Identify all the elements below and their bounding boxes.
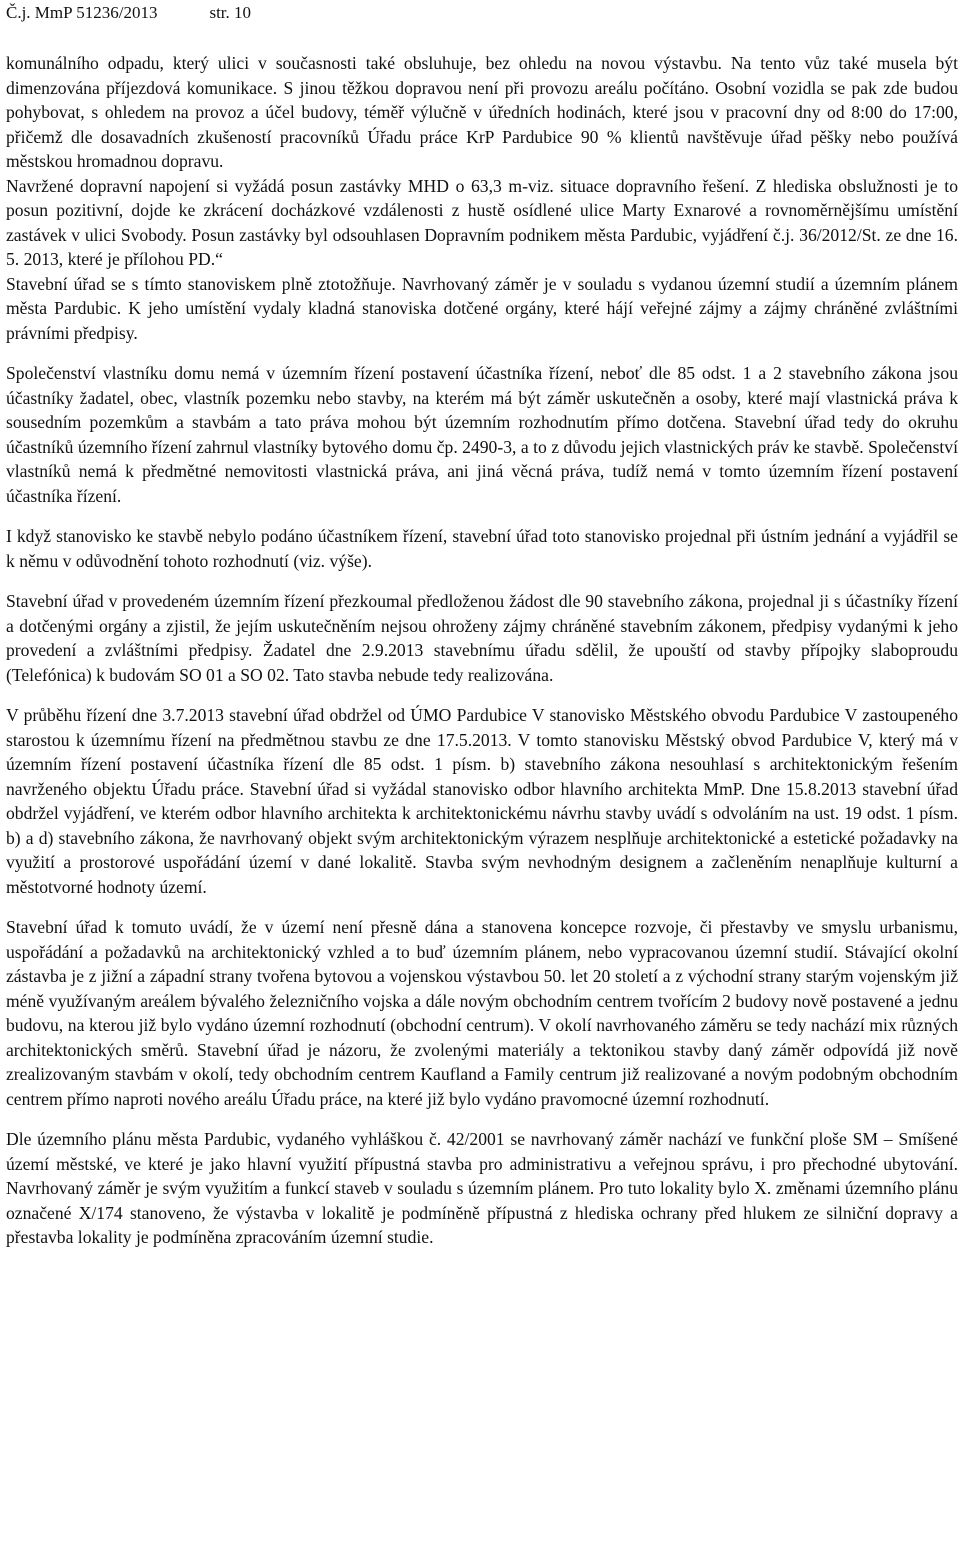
paragraph: Stavební úřad se s tímto stanoviskem plně ztotožňuje. Navrhovaný záměr je v souladu s vydanou územní studií a územním plánem města Pardubic. K jeho umístění vydaly kladná stanoviska dotčené orgány, které hájí veřejné zájmy a zájmy chráněné zvláštními právními předpisy. — [6, 273, 958, 343]
paragraph: Stavební úřad k tomuto uvádí, že v území není přesně dána a stanovena koncepce rozvoje, či přestavby ve smyslu urbanismu, uspořádání a požadavků na architektonický vzhled a to buď územním plánem, nebo vypracovanou územní studií. Stávající okolní zástavba je z jižní a západní strany tvořena bytovou a vojenskou výstavbou 50. let 20 století a z východní strany starým vojenským již méně využívaným areálem bývalého železničního vojska a dále novým obchodním centrem tvořícím 2 budovy nově postavené a jednu budovu, na kterou již bylo vydáno územní rozhodnutí (obchodní centrum). V okolí navrhovaného záměru se tedy nachází mix různých architektonických směrů. Stavební úřad je názoru, že zvolenými materiály a tektonikou stavby daný záměr odpovídá již nově zrealizovaným stavbám v okolí, tedy obchodním centrem Kaufland a Family centrum již realizované a novým podobným obchodním centrem přímo naproti nového areálu Úřadu práce, na které již bylo vydáno pravomocné územní rozhodnutí. — [6, 917, 958, 1109]
reference-number: Č.j. MmP 51236/2013 — [6, 3, 158, 22]
paragraph: Dle územního plánu města Pardubic, vydaného vyhláškou č. 42/2001 se navrhovaný záměr nachází ve funkční ploše SM – Smíšené území městské, ve které je jako hlavní využití přípustná stavba pro administrativu a veřejnou správu, i pro přechodné ubytování. Navrhovaný záměr je svým využitím a funkcí staveb v souladu s územním plánem. Pro tuto lokality bylo X. změnami územního plánu označené X/174 stanoveno, že výstavba v lokalitě je podmíněně přípustná z hlediska ochrany před hlukem ze silniční dopravy a přestavba lokality je podmíněna zpracováním územní studie. — [6, 1129, 958, 1247]
paragraph: Společenství vlastníku domu nemá v územním řízení postavení účastníka řízení, neboť dle 85 odst. 1 a 2 stavebního zákona jsou účastníky žadatel, obec, vlastník pozemku nebo stavby, na kterém má být záměr uskutečněn a osoby, které mají vlastnická práva k sousedním pozemkům a stavbám a tato práva mohou být územním rozhodnutím přímo dotčena. Stavební úřad tedy do okruhu účastníků územního řízení zahrnul vlastníky bytového domu čp. 2490-3, a to z důvodu jejich vlastnických práv ke stavbě. Společenství vlastníků nemá k předmětné nemovitosti vlastnická práva, ani jiná věcná práva, tudíž nemá v tomto územním řízení postavení účastníka řízení. — [6, 363, 958, 506]
paragraph: I když stanovisko ke stavbě nebylo podáno účastníkem řízení, stavební úřad toto stanovisko projednal při ústním jednání a vyjádřil se k němu v odůvodnění tohoto rozhodnutí (viz. výše). — [6, 526, 958, 571]
page-header — [6, 2, 251, 24]
document-body — [6, 51, 958, 1266]
paragraph: Navržené dopravní napojení si vyžádá posun zastávky MHD o 63,3 m-viz. situace dopravního řešení. Z hlediska obslužnosti je to posun pozitivní, dojde ke zkrácení docházkové vzdálenosti z hustě osídlené ulice Marty Exnarové a rovnoměrnějšímu umístění zastávek v ulici Svobody. Posun zastávky byl odsouhlasen Dopravním podnikem města Pardubic, vyjádření č.j. 36/2012/St. ze dne 16. 5. 2013, které je přílohou PD.“ — [6, 175, 958, 269]
page-number: str. 10 — [209, 3, 252, 22]
paragraph: Stavební úřad v provedeném územním řízení přezkoumal předloženou žádost dle 90 stavebního zákona, projednal ji s účastníky řízení a dotčenými orgány a zjistil, že jejím uskutečněním nejsou ohroženy zájmy chráněné stavebním zákonem, předpisy vydanými k jeho provedení a zvláštními předpisy. Žadatel dne 2.9.2013 stavebnímu úřadu sdělil, že upouští od stavby přípojky slaboproudu (Telefónica) k budovám SO 01 a SO 02. Tato stavba nebude tedy realizována. — [6, 591, 958, 685]
paragraph: V průběhu řízení dne 3.7.2013 stavební úřad obdržel od ÚMO Pardubice V stanovisko Městského obvodu Pardubice V zastoupeného starostou k územnímu řízení na předmětnou stavbu ze dne 17.5.2013. V tomto stanovisku Městský obvod Pardubice V, který má v územním řízení postavení účastníka řízení dle 85 odst. 1 písm. b) stavebního zákona nesouhlasí s architektonickým řešením navrženého objektu Úřadu práce. Stavební úřad si vyžádal stanovisko odbor hlavního architekta MmP. Dne 15.8.2013 stavební úřad obdržel vyjádření, ve kterém odbor hlavního architekta k architektonickému návrhu stavby uvádí s odvoláním na ust. 19 odst. 1 písm. b) a d) stavebního zákona, že navrhovaný objekt svým architektonickým výrazem nesplňuje architektonické a estetické požadavky na využití a prostorové uspořádání území v dané lokalitě. Stavba svým nevhodným designem a začleněním nenaplňuje kulturní a městotvorné hodnoty území. — [6, 705, 958, 897]
paragraph: komunálního odpadu, který ulici v současnosti také obsluhuje, bez ohledu na novou výstavbu. Na tento vůz také musela být dimenzována příjezdová komunikace. S jinou těžkou dopravou není při provozu areálu počítáno. Osobní vozidla se pak zde budou pohybovat, s ohledem na provoz a účel budovy, téměř výlučně v úředních hodinách, které jsou v pracovní dny od 8:00 do 17:00, přičemž dle dosavadních zkušeností pracovníků Úřadu práce KrP Pardubice 90 % klientů navštěvuje úřad pěšky nebo používá městskou hromadnou dopravu. — [6, 53, 958, 171]
